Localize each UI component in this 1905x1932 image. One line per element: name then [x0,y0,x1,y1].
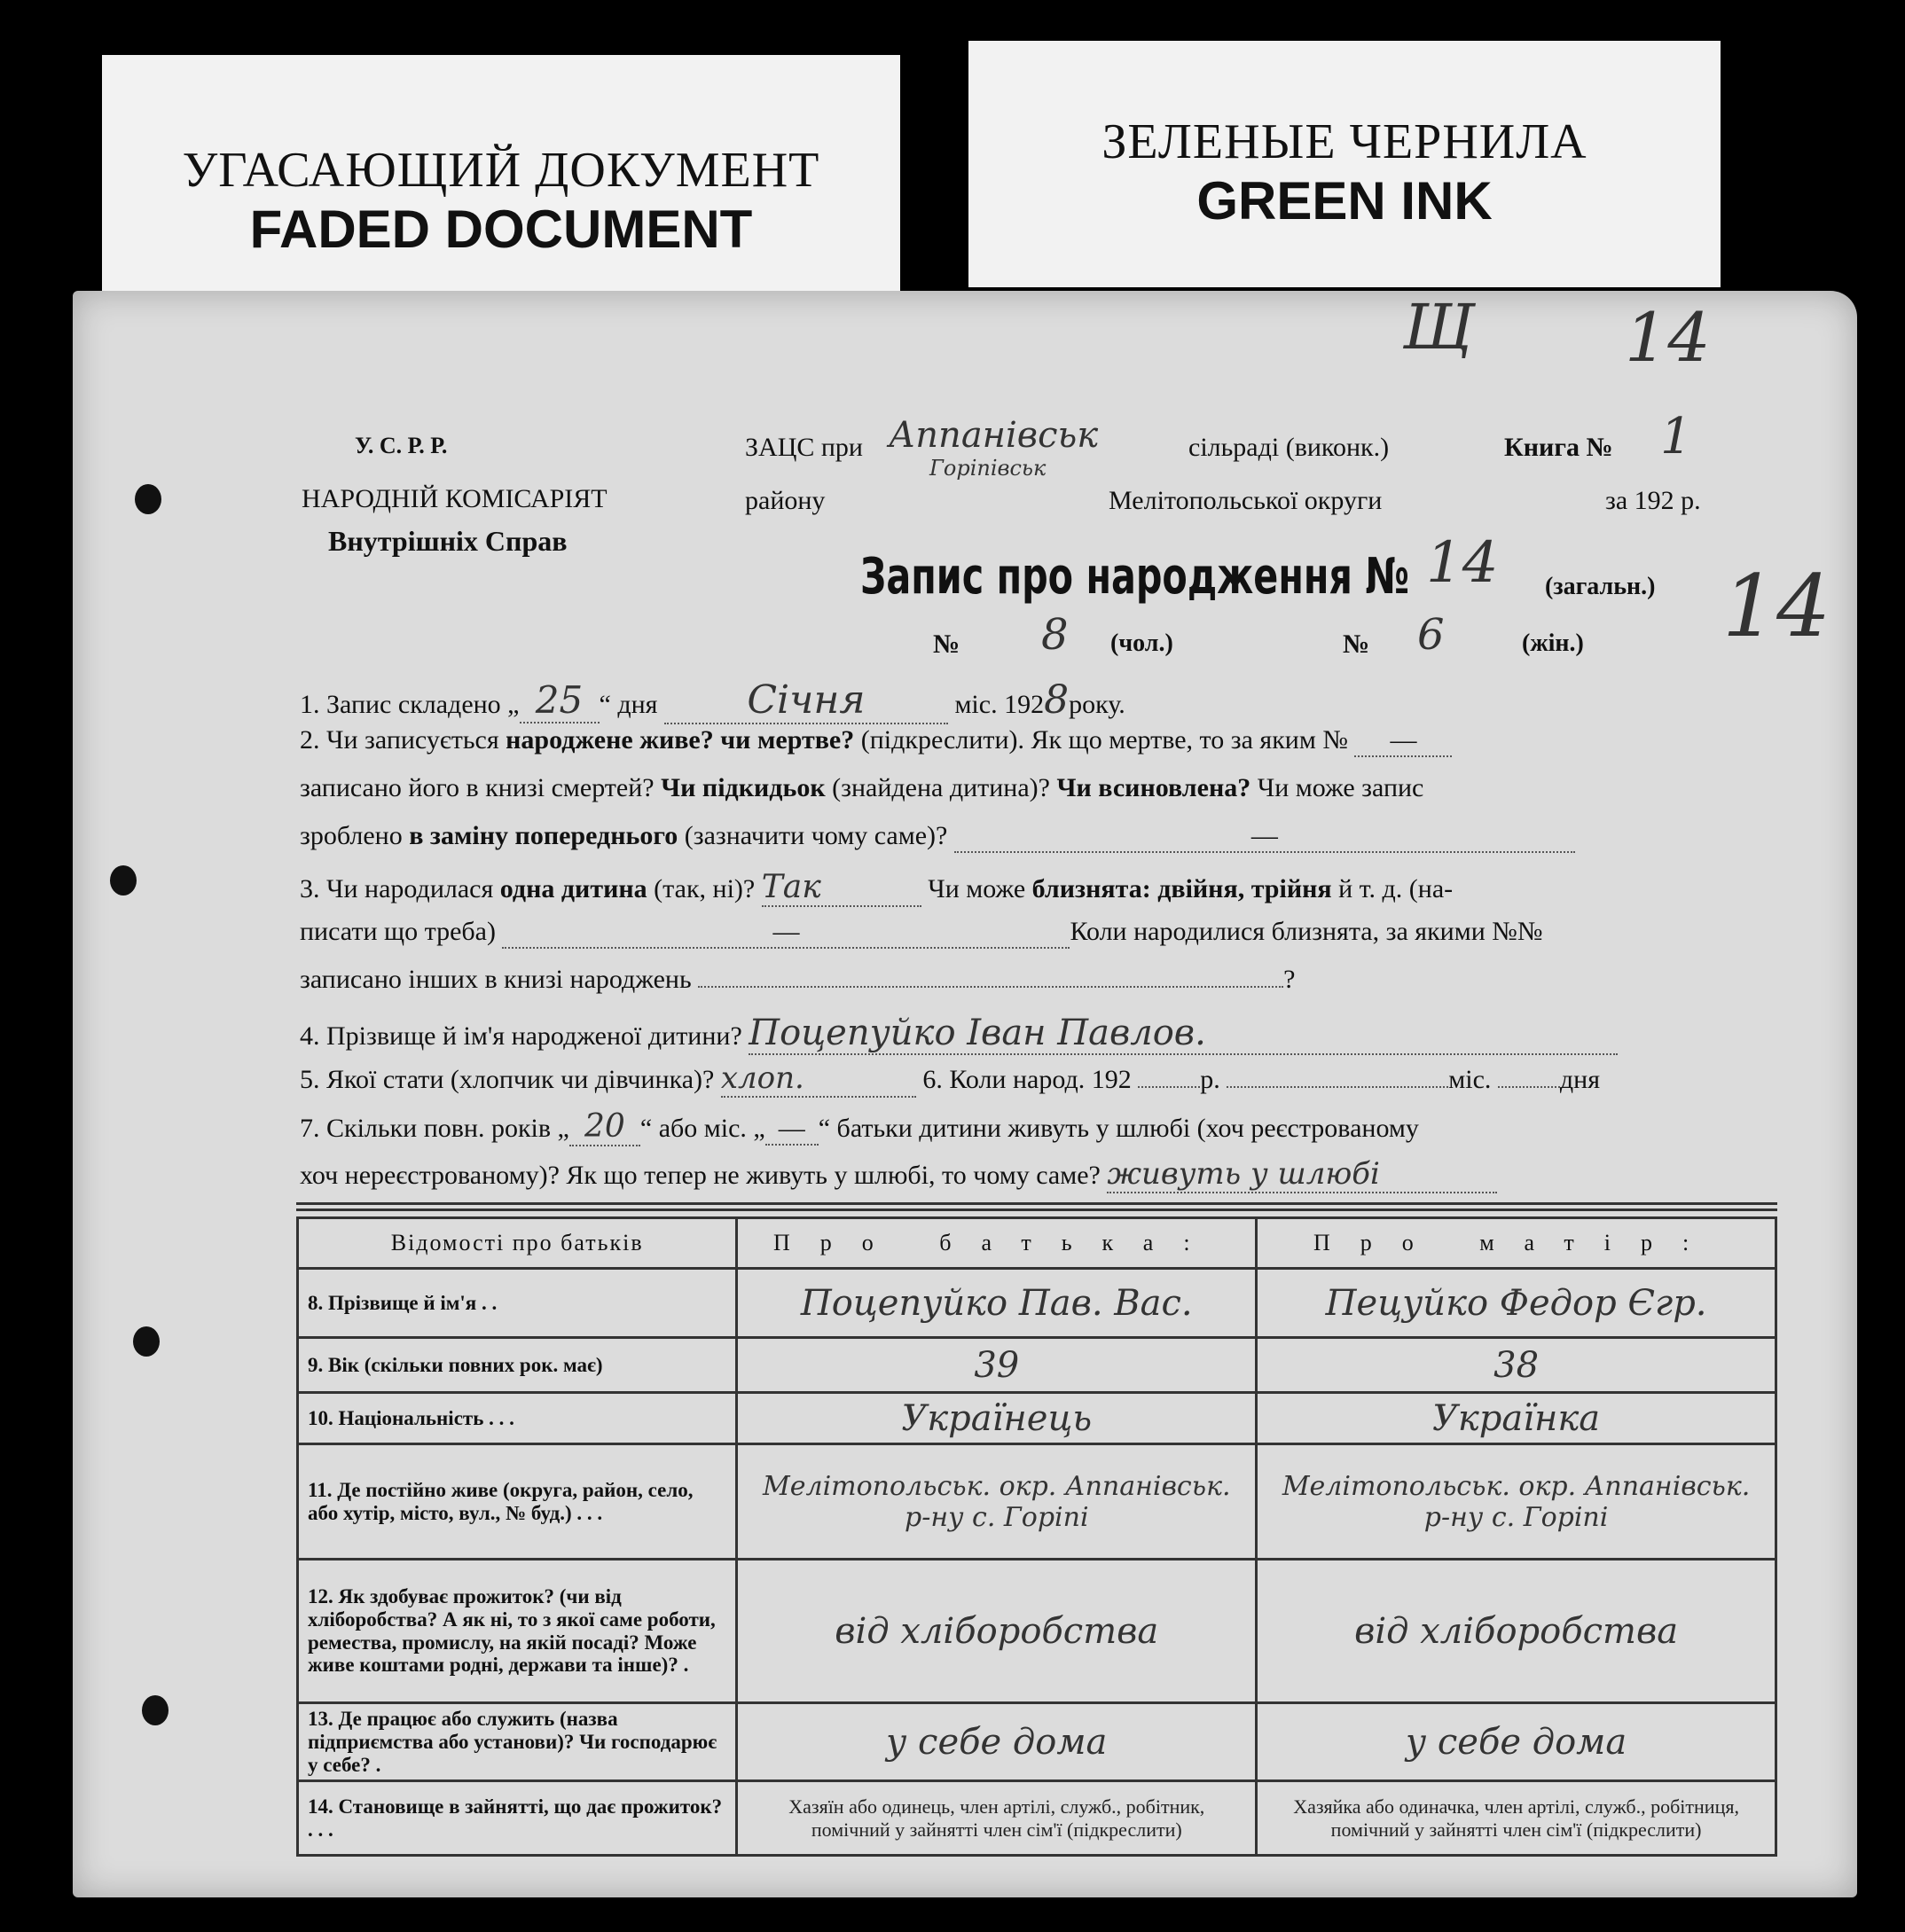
q2-text-end: (підкреслити). Як що мертве, то за яким № [854,725,1348,755]
female-suffix: (жін.) [1522,630,1584,657]
father-answer: 39 [737,1338,1257,1393]
q2-bold: народжене живе? чи мертве? [506,725,855,755]
table-row [298,1560,1776,1703]
general-label: (загальн.) [1545,573,1656,600]
commissariat-label: НАРОДНІЙ КОМІСАРІЯТ [302,484,608,513]
item-3-line-3 [300,965,1852,995]
usrr-label: У. С. Р. Р. [355,433,448,458]
q1-day: 25 [520,678,600,724]
item-2-line-3 [300,821,1852,853]
female-no-label: № [1343,630,1370,659]
silradi-label: сільраді (виконк.) [1188,433,1390,462]
side-mark: 14 [1722,557,1831,656]
q3-text-mid: (так, ні)? [647,874,756,903]
q2-line2-text-mid: (знайдена дитина)? [825,773,1057,802]
item-3-line-2 [300,917,1852,949]
mother-answer: Українка [1257,1393,1776,1444]
q7-text: 7. Скільки повн. років „ [300,1114,569,1143]
q2-line2-text: записано його в книзі смертей? [300,773,662,802]
row-question: 11. Де постійно живе (округа, район, село, або хутір, місто, вул., № буд.) . . . [298,1444,737,1560]
q2-line3-text: зроблено [300,821,410,850]
item-2 [300,725,1852,757]
q1-month: Січня [664,677,948,724]
corner-mark: Щ [1403,291,1474,364]
row-question: 14. Становище в зайнятті, що дає прожиток? . . . [298,1781,737,1856]
item-4 [300,1013,1852,1055]
q2-text: 2. Чи записується [300,725,506,755]
book-number: 1 [1660,408,1692,465]
q1-day-label: “ дня [599,690,658,719]
q2-line3-text-end: (зазначити чому саме)? [678,821,948,850]
record-title: Запис про народження № [860,548,1410,606]
q1-year: 8 [1044,677,1070,723]
q7-months: — [765,1114,819,1146]
table-row [298,1781,1776,1856]
q2-line2-text-end: Чи може запис [1250,773,1424,802]
q3-line2-value: — [502,917,1070,949]
table-header: Про батька: [737,1218,1257,1269]
father-answer: Мелітопольськ. окр. Аппанівськ. р-ну с. Горіпі [737,1444,1257,1560]
row-question: 12. Як здобуває прожиток? (чи від хліборобства? А як ні, то з якої саме роботи, ремества, промислу, на якій посаді? Може живе коштами родні, держави та інше)? . [298,1560,737,1703]
table-row [298,1444,1776,1560]
birth-record-form [73,291,1857,1897]
table-header-row [298,1218,1776,1269]
male-no-value: 8 [1041,610,1069,660]
q7-line2-text: хоч нереєстрованому)? Як що тепер не живуть у шлюбі, то чому саме? [300,1161,1101,1190]
item-7-line-2 [300,1156,1852,1193]
item-7 [300,1108,1852,1146]
green-label-en: GREEN INK [1196,171,1493,231]
mother-answer: від хліборобства [1257,1560,1776,1703]
raion-label: району [745,486,826,515]
q3-text-2: Чи може [928,874,1032,903]
item-5-6 [300,1060,1852,1098]
q3-bold-2: близнята: двійня, трійня [1031,874,1332,903]
green-ink-sticker [968,41,1721,287]
father-answer: у себе дома [737,1703,1257,1781]
male-suffix: (чол.) [1110,630,1173,657]
father-answer: Українець [737,1393,1257,1444]
q1-year-label: року. [1069,690,1125,719]
q3-line3-end: ? [1283,965,1296,994]
mother-answer: Хазяйка або одиначка, член артілі, служб., робітниця, помічний у зайнятті член сім'ї (підкреслити) [1257,1781,1776,1856]
q3-text: 3. Чи народилася [300,874,500,903]
year-label: за 192 р. [1605,486,1701,515]
table-row [298,1393,1776,1444]
mother-answer: Пецуйко Федор Єгр. [1257,1269,1776,1338]
table-row [298,1269,1776,1338]
table-top-rule [296,1202,1777,1211]
corner-mark: 14 [1625,298,1711,377]
q7-text-mid: “ або міс. „ [639,1114,765,1143]
table-header: Про матір: [1257,1218,1776,1269]
row-question: 8. Прізвище й ім'я . . [298,1269,737,1338]
row-question: 9. Вік (скільки повних рок. має) [298,1338,737,1393]
q6-month-label: міс. [1448,1065,1492,1094]
record-number: 14 [1426,530,1499,596]
q3-line2-text-end: Коли народилися близнята, за якими №№ [1070,917,1543,946]
father-answer: від хліборобства [737,1560,1257,1703]
q3-bold: одна дитина [499,874,647,903]
q7-value: живуть у шлюбі [1107,1156,1497,1193]
row-question: 13. Де працює або служить (назва підприємства або установи)? Чи господарює у себе? . [298,1703,737,1781]
female-no-value: 6 [1417,610,1445,660]
q4-label: 4. Прізвище й ім'я народженої дитини? [300,1021,742,1051]
father-answer: Поцепуйко Пав. Вас. [737,1269,1257,1338]
q1-label: 1. Запис складено „ [300,690,520,719]
q2-line2-bold: Чи підкидьок [661,773,826,802]
mother-answer: у себе дома [1257,1703,1776,1781]
mother-answer: Мелітопольськ. окр. Аппанівськ. р-ну с. Горіпі [1257,1444,1776,1560]
q6-day-label: дня [1559,1065,1601,1094]
punch-hole [110,865,137,896]
q5-label: 5. Якої стати (хлопчик чи дівчинка)? [300,1065,715,1094]
q5-value: хлоп. [721,1060,916,1098]
punch-hole [135,484,161,514]
internal-affairs-label: Внутрішніх Справ [328,525,568,557]
faded-label-en: FADED DOCUMENT [249,199,753,259]
q6-year-label: р. [1200,1065,1220,1094]
item-3 [300,869,1852,907]
zags-value: Аппанівськ [889,415,1099,456]
q3-line2-text: писати що треба) [300,917,496,946]
faded-label-ru: УГАСАЮЩИЙ ДОКУМЕНТ [182,143,820,198]
zags-sub-value: Горіпівськ [929,456,1047,481]
father-answer: Хазяїн або одинець, член артілі, служб., робітник, помічний у зайнятті член сім'ї (підкреслити) [737,1781,1257,1856]
table-row [298,1703,1776,1781]
punch-hole [142,1695,169,1725]
green-label-ru: ЗЕЛЕНЫЕ ЧЕРНИЛА [1101,114,1588,169]
faded-document-sticker [102,55,900,310]
table-row [298,1338,1776,1393]
zags-label: ЗАЦС при [745,433,863,462]
book-label: Книга № [1504,433,1613,462]
q2-line3-value: — [954,821,1575,853]
q2-line2-bold-2: Чи всиновлена? [1056,773,1251,802]
q3-value: Так [762,869,921,907]
item-2-line-2 [300,773,1852,803]
parents-table [296,1216,1777,1857]
q1-month-label: міс. 192 [954,690,1045,719]
item-1 [300,677,1852,724]
q2-value: — [1354,725,1452,757]
punch-hole [133,1326,160,1357]
okrug-label: Мелітопольської округи [1109,486,1383,515]
q3-line3-text: записано інших в книзі народжень [300,965,692,994]
q3-text-end: й т. д. (на- [1331,874,1454,903]
q7-years: 20 [569,1108,640,1146]
q7-text-end: “ батьки дитини живуть у шлюбі (хоч реєстрованому [818,1114,1419,1143]
row-question: 10. Національність . . . [298,1393,737,1444]
q4-value: Поцепуйко Іван Павлов. [749,1013,1618,1055]
mother-answer: 38 [1257,1338,1776,1393]
q2-line3-bold: в заміну попереднього [409,821,678,850]
male-no-label: № [933,630,960,659]
q6-label: 6. Коли народ. 192 [922,1065,1132,1094]
table-header: Відомості про батьків [298,1218,737,1269]
